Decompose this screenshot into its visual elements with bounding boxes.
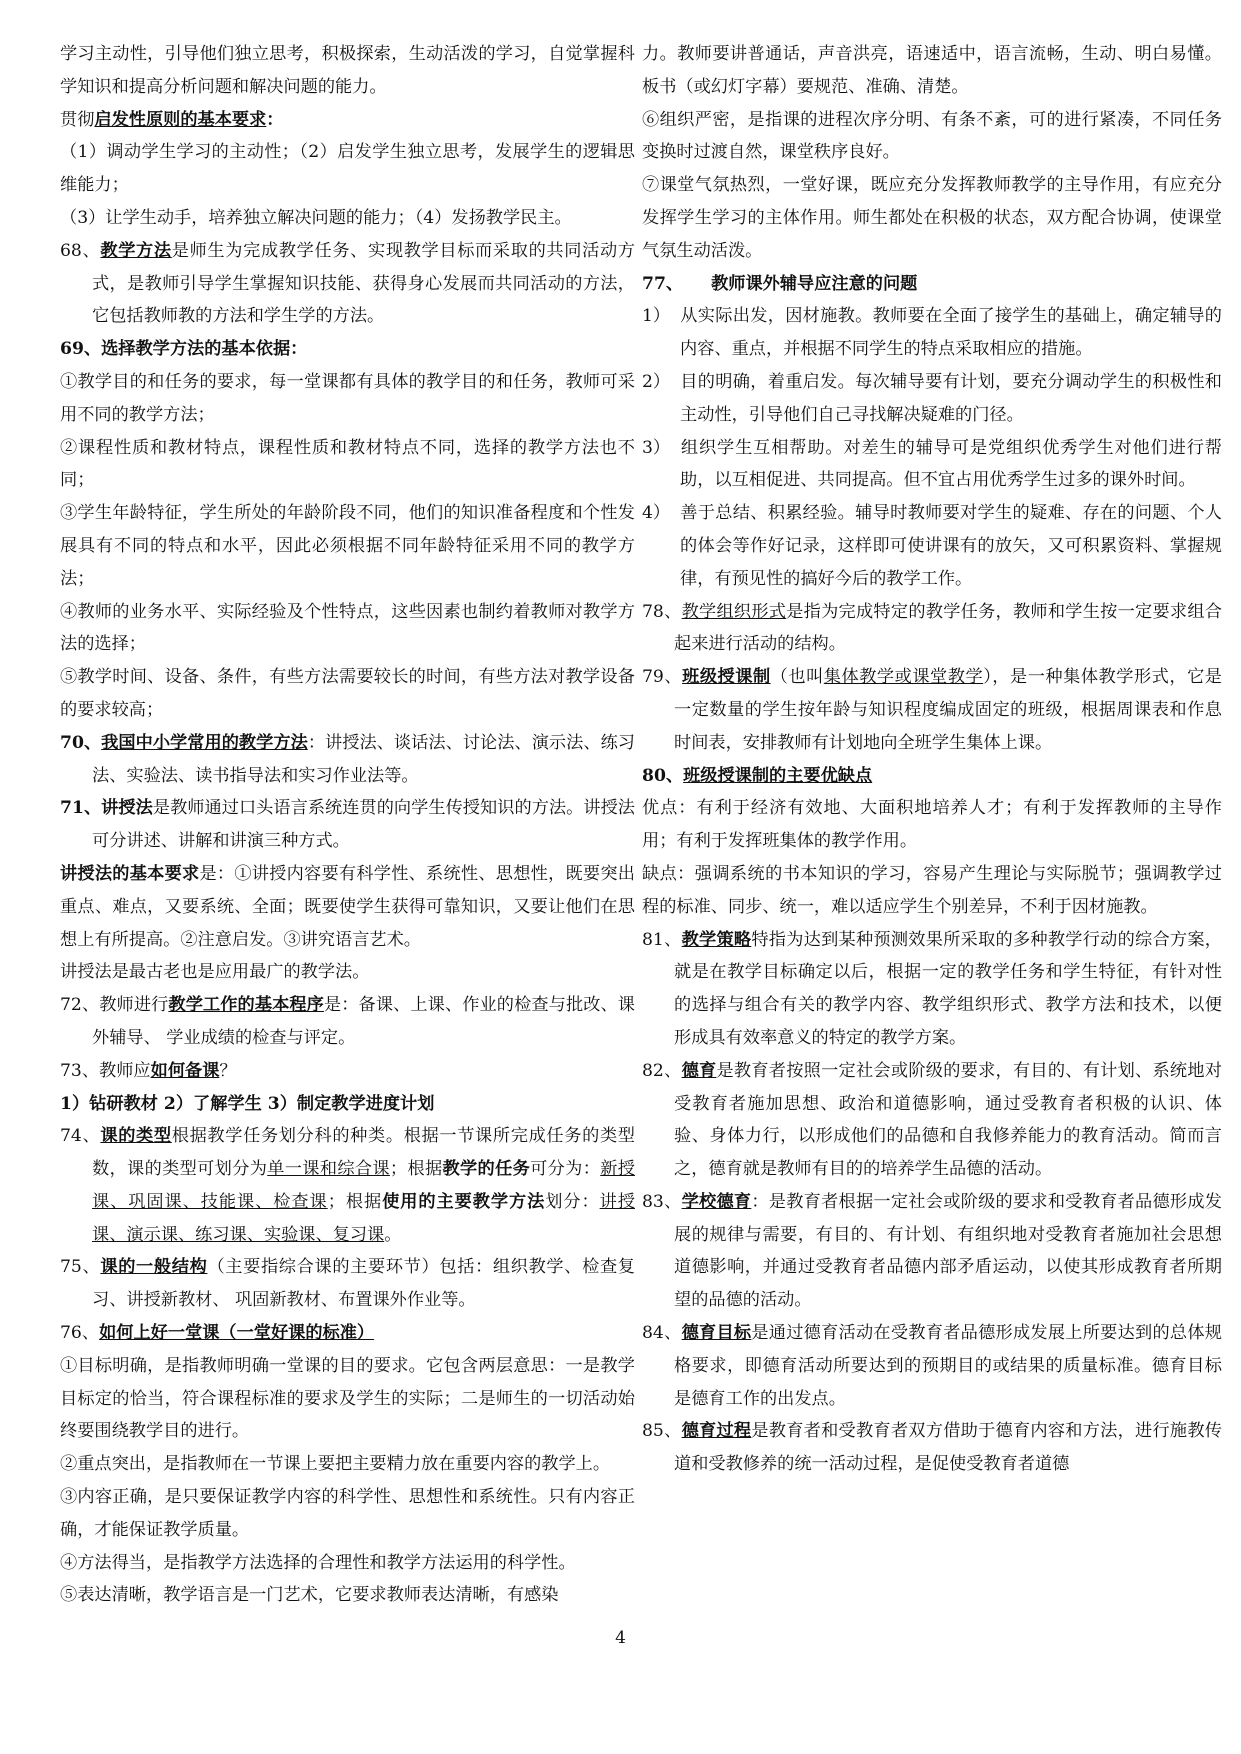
term: 我国中小学常用的教学方法 — [101, 732, 308, 753]
heuristic-points-2: （3）让学生动手，培养独立解决问题的能力；（4）发扬教学民主。 — [60, 207, 572, 228]
item-76-point-6: ⑥组织严密，是指课的进程次序分明、有条不紊，可的进行紧凑，不同任务变换时过渡自然，课堂秩序良好。 — [642, 109, 1222, 163]
item-77-point-4: 4） 善于总结、积累经验。辅导时教师要对学生的疑难、存在的问题、个人的体会等作好记录，这样即可使讲课有的放矢，又可积累资料、掌握规律，有预见性的搞好今后的教学工作。 — [642, 503, 1222, 589]
item-74: 74、课的类型根据教学任务划分科的种类。根据一节课所完成任务的类型数，课的类型可划分为单一课和综合课；根据教学的任务可分为：新授课、巩固课、技能课、检查课；根据使用的主要教学方法划分：讲授课、演示课、练习课、实验课、复习课。 — [60, 1126, 635, 1245]
item-76-point-4: ④方法得当，是指教学方法选择的合理性和教学方法运用的科学性。 — [60, 1552, 576, 1573]
item-75: 75、课的一般结构（主要指综合课的主要环节）包括：组织教学、检查复习、讲授新教材、 巩固新教材、布置课外作业等。 — [60, 1257, 635, 1311]
heuristic-principle-heading: 贯彻启发性原则的基本要求： — [60, 109, 284, 130]
term: 教学策略 — [681, 929, 752, 950]
item-85: 85、德育过程是教育者和受教育者双方借助于德育内容和方法，进行施教传道和受教修养的统一活动过程，是促使受教育者道德 — [642, 1421, 1222, 1475]
item-81: 81、教学策略特指为达到某种预测效果所采取的多种教学行动的综合方案，就是在教学目标确定以后，根据一定的教学任务和学生特征，有针对性的选择与组合有关的教学内容、教学组织形式、教学方法和技术，以便形成具有效率意义的特定的教学方案。 — [642, 929, 1222, 1048]
item-80-heading: 80、班级授课制的主要优缺点 — [642, 765, 873, 786]
item-76-point-2: ②重点突出，是指教师在一节课上要把主要精力放在重要内容的教学上。 — [60, 1454, 611, 1475]
term: 德育目标 — [681, 1323, 752, 1344]
term: 讲授法的基本要求 — [60, 863, 200, 884]
item-76-point-5: ⑤表达清晰，教学语言是一门艺术，它要求教师表达清晰，有感染 — [60, 1585, 559, 1606]
item-79: 79、班级授课制（也叫集体教学或课堂教学），是一种集体教学形式，它是一定数量的学生按年龄与知识程度编成固定的班级，根据周课表和作息时间表，安排教师有计划地向全班学生集体上课。 — [642, 667, 1222, 753]
term: 讲授法 — [101, 798, 153, 819]
item-69-point-3: ③学生年龄特征，学生所处的年龄阶段不同，他们的知识准备程度和个性发展具有不同的特点和水平，因此必须根据不同年龄特征采用不同的教学方法； — [60, 503, 635, 589]
term: 如何上好一堂课 — [99, 1323, 220, 1344]
item-77-point-3: 3） 组织学生互相帮助。对差生的辅导可是党组织优秀学生对他们进行帮助，以互相促进、共同提高。但不宜占用优秀学生过多的课外时间。 — [642, 437, 1222, 491]
page-number: 4 — [615, 1628, 626, 1648]
term: 课的类型 — [100, 1126, 172, 1147]
item-69-point-2: ②课程性质和教材特点，课程性质和教材特点不同，选择的教学方法也不同； — [60, 437, 635, 491]
item-69-point-1: ①教学目的和任务的要求，每一堂课都有具体的教学目的和任务，教师可采用不同的教学方法； — [60, 371, 635, 425]
item-76-heading: 76、如何上好一堂课（一堂好课的标准） — [60, 1323, 375, 1344]
left-column — [60, 38, 635, 1612]
item-73: 73、教师应如何备课？ — [60, 1060, 237, 1081]
item-76-point-7: ⑦课堂气氛热烈，一堂好课，既应充分发挥教师教学的主导作用，有应充分发挥学生学习的主体作用。师生都处在积极的状态，双方配合协调，使课堂气氛生动活泼。 — [642, 175, 1222, 261]
term: 如何备课 — [150, 1060, 220, 1081]
item-73-answer: 1）钻研教材 2）了解学生 3）制定教学进度计划 — [60, 1093, 435, 1114]
heuristic-points-1: （1）调动学生学习的主动性；（2）启发学生独立思考，发展学生的逻辑思维能力； — [60, 142, 635, 196]
term: 班级授课制的主要优缺点 — [683, 765, 873, 786]
item-69-heading: 69、选择教学方法的基本依据： — [60, 339, 308, 360]
lecture-requirements: 讲授法的基本要求是：①讲授内容要有科学性、系统性、思想性，既要突出重点、难点，又要系统、全面；既要使学生获得可靠知识，又要让他们在思想上有所提高。②注意启发。③讲究语言艺术。 — [60, 863, 635, 950]
item-84: 84、德育目标是通过德育活动在受教育者品德形成发展上所要达到的总体规格要求，即德育活动所要达到的预期目的或结果的质量标准。德育目标是德育工作的出发点。 — [642, 1323, 1222, 1409]
item-77-point-1: 1） 从实际出发，因材施教。教师要在全面了接学生的基础上，确定辅导的内容、重点，并根据不同学生的特点采取相应的措施。 — [642, 306, 1222, 360]
term: 教学组织形式 — [681, 601, 787, 622]
term: 启发性原则的基本要求 — [94, 109, 267, 130]
right-continuation: 力。教师要讲普通话，声音洪亮，语速适中，语言流畅，生动、明白易懂。板书（或幻灯字幕）要规范、准确、清楚。 — [642, 44, 1222, 97]
term: 教学工作的基本程序 — [168, 995, 324, 1016]
item-76-point-1: ①目标明确，是指教师明确一堂课的目的要求。它包含两层意思：一是教学目标定的恰当，符合课程标准的要求及学生的实际；二是师生的一切活动始终要围绕教学目的进行。 — [60, 1355, 635, 1442]
paragraph-text: 学习主动性，引导他们独立思考，积极探索，生动活泼的学习，自觉掌握科学知识和提高分析问题和解决问题的能力。 — [60, 44, 635, 97]
lecture-oldest: 讲授法是最古老也是应用最广的教学法。 — [60, 962, 370, 983]
term: 班级授课制 — [682, 667, 771, 688]
term: 教学方法 — [100, 240, 172, 261]
term: 德育过程 — [681, 1421, 752, 1442]
left-continuation — [60, 38, 635, 104]
item-82: 82、德育是教育者按照一定社会或阶级的要求，有目的、有计划、系统地对受教育者施加思想、政治和道德影响，通过受教育者积极的认识、体验、身体力行，以形成他们的品德和自我修养能力的教育活动。简而言之，德育就是教师有目的的培养学生品德的活动。 — [642, 1060, 1222, 1180]
item-78: 78、教学组织形式是指为完成特定的教学任务，教师和学生按一定要求组合起来进行活动的结构。 — [642, 601, 1222, 655]
term: 学校德育 — [681, 1191, 752, 1212]
item-76-point-3: ③内容正确，是只要保证教学内容的科学性、思想性和系统性。只有内容正确，才能保证教学质量。 — [60, 1487, 635, 1540]
item-77-heading: 77、 教师课外辅导应注意的问题 — [642, 273, 918, 294]
item-69-point-4: ④教师的业务水平、实际经验及个性特点，这些因素也制约着教师对教学方法的选择； — [60, 601, 635, 655]
item-83: 83、学校德育：是教育者根据一定社会或阶级的要求和受教育者品德形成发展的规律与需要，有目的、有计划、有组织地对受教育者施加社会思想道德影响，并通过受教育者品德内部矛盾运动，以使其形成教育者所期望的品德的活动。 — [642, 1191, 1222, 1311]
term: 课的一般结构 — [100, 1257, 208, 1278]
item-80-advantages: 优点：有利于经济有效地、大面积地培养人才；有利于发挥教师的主导作用；有利于发挥班集体的教学作用。 — [642, 798, 1222, 852]
item-77-point-2: 2） 目的明确，着重启发。每次辅导要有计划，要充分调动学生的积极性和主动性，引导他们自己寻找解决疑难的门径。 — [642, 371, 1222, 425]
right-column — [642, 38, 1222, 1481]
item-70: 70、我国中小学常用的教学方法：讲授法、谈话法、讨论法、演示法、练习法、实验法、读书指导法和实习作业法等。 — [60, 732, 635, 786]
item-72: 72、教师进行教学工作的基本程序是：备课、上课、作业的检查与批改、课外辅导、 学业成绩的检查与评定。 — [60, 995, 635, 1048]
term: 德育 — [681, 1060, 717, 1081]
item-71: 71、讲授法是教师通过口头语言系统连贯的向学生传授知识的方法。讲授法可分讲述、讲解和讲演三种方式。 — [60, 798, 635, 852]
item-69-point-5: ⑤教学时间、设备、条件，有些方法需要较长的时间，有些方法对教学设备的要求较高； — [60, 667, 635, 720]
item-80-disadvantages: 缺点：强调系统的书本知识的学习，容易产生理论与实际脱节；强调教学过程的标准、同步、统一，难以适应学生个别差异，不利于因材施教。 — [642, 863, 1222, 917]
item-68: 68、教学方法是师生为完成教学任务、实现教学目标而采取的共同活动方式，是教师引导学生掌握知识技能、获得身心发展而共同活动的方法，它包括教师教的方法和学生学的方法。 — [60, 240, 635, 327]
